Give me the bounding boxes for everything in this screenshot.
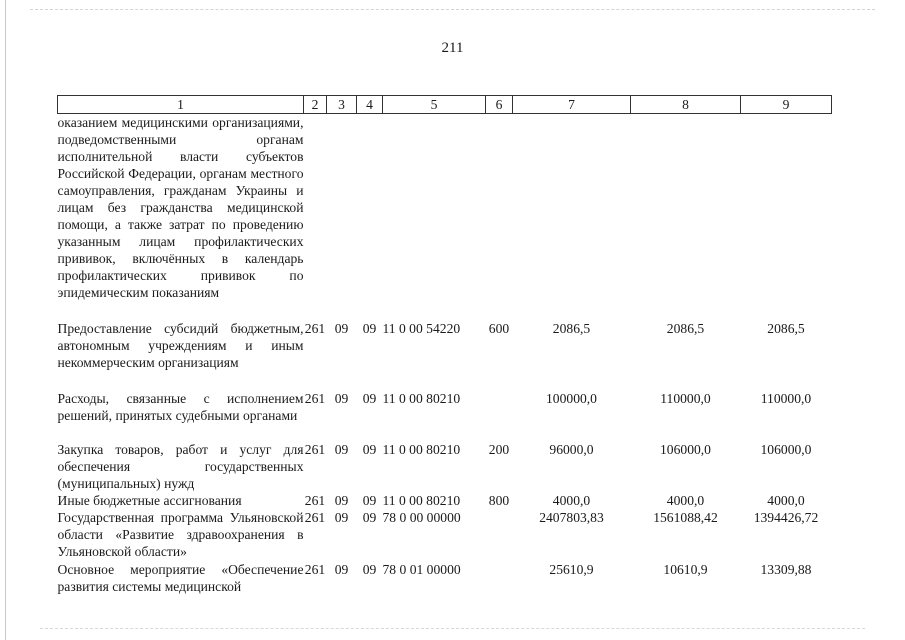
row-name: Расходы, связанные с исполнением решений, принятых судебными органами <box>57 390 304 423</box>
row-amount-year2 <box>631 114 741 320</box>
col-header-8: 8 <box>631 96 741 114</box>
row-section-code: 09 <box>334 509 349 525</box>
table-row <box>58 561 832 595</box>
row-amount-year1: 2407803,83 <box>539 509 604 525</box>
row-amount-year2: 10610,9 <box>663 561 708 577</box>
row-target-code: 78 0 00 00000 <box>382 509 461 525</box>
row-expense-type <box>486 509 513 561</box>
row-expense-type: 600 <box>488 320 510 336</box>
col-header-4: 4 <box>357 96 383 114</box>
row-target-code: 78 0 01 00000 <box>382 561 461 577</box>
row-subsection-code: 09 <box>362 441 377 457</box>
row-target-code: 11 0 00 80210 <box>382 492 461 508</box>
row-section-code: 09 <box>334 390 349 406</box>
page-number: 211 <box>441 40 464 56</box>
row-target-code: 11 0 00 80210 <box>382 390 461 406</box>
row-amount-year3 <box>741 114 832 320</box>
row-ministry-code: 261 <box>304 561 326 577</box>
row-expense-type: 200 <box>488 441 510 457</box>
table-row <box>58 509 832 561</box>
row-amount-year3: 106000,0 <box>760 441 812 457</box>
row-amount-year1: 4000,0 <box>552 492 591 508</box>
col-header-3: 3 <box>327 96 357 114</box>
row-section-code: 09 <box>334 320 349 336</box>
row-expense-type <box>486 561 513 595</box>
row-name: оказанием медицинскими организациями, подведомственными органам исполнительной власти субъектов Российской Федерации, органам местного самоуправления, гражданам Украины и лицам без гражданства медицинской помощи, а также затрат по проведению указанным лицам профилактических прививок, включённых в календарь профилактических прививок по эпидемическим показаниям <box>57 115 304 300</box>
row-name: Закупка товаров, работ и услуг для обеспечения государственных (муниципальных) нужд <box>57 441 304 491</box>
row-name: Основное мероприятие «Обеспечение развития системы медицинской <box>57 561 304 594</box>
col-header-7: 7 <box>513 96 631 114</box>
budget-table <box>57 95 832 595</box>
row-ministry-code <box>304 114 327 320</box>
row-amount-year1: 2086,5 <box>552 320 591 336</box>
row-amount-year1: 25610,9 <box>549 561 594 577</box>
row-name: Государственная программа Ульяновской области «Развитие здравоохранения в Ульяновской области» <box>57 509 304 559</box>
row-expense-type <box>486 114 513 320</box>
col-header-9: 9 <box>741 96 832 114</box>
row-amount-year2: 106000,0 <box>660 441 711 457</box>
row-target-code: 11 0 00 80210 <box>382 441 461 457</box>
table-row <box>58 390 832 441</box>
row-amount-year1 <box>513 114 631 320</box>
row-expense-type: 800 <box>488 492 510 508</box>
header-row <box>58 96 832 114</box>
col-header-6: 6 <box>486 96 513 114</box>
row-amount-year3: 2086,5 <box>767 320 805 336</box>
row-amount-year3: 110000,0 <box>760 390 812 406</box>
row-name: Предоставление субсидий бюджетным, автономным учреждениям и иным некоммерческим организациям <box>57 320 304 370</box>
row-subsection-code <box>357 114 383 320</box>
scan-top-specks <box>30 9 875 10</box>
row-section-code: 09 <box>334 492 349 508</box>
row-amount-year1: 100000,0 <box>546 390 597 406</box>
table-row <box>58 114 832 320</box>
row-target-code: 11 0 00 54220 <box>382 320 461 336</box>
row-target-code <box>383 114 486 320</box>
scan-edge-line <box>5 0 6 640</box>
row-section-code <box>327 114 357 320</box>
row-amount-year2: 4000,0 <box>666 492 705 508</box>
row-expense-type <box>486 390 513 441</box>
row-ministry-code: 261 <box>304 509 326 525</box>
row-amount-year2: 110000,0 <box>660 390 711 406</box>
row-section-code: 09 <box>334 561 349 577</box>
row-ministry-code: 261 <box>304 441 326 457</box>
row-ministry-code: 261 <box>304 390 326 406</box>
row-name: Иные бюджетные ассигнования <box>57 492 242 508</box>
row-amount-year3: 4000,0 <box>767 492 805 508</box>
row-amount-year2: 2086,5 <box>666 320 705 336</box>
col-header-5: 5 <box>383 96 486 114</box>
row-subsection-code: 09 <box>362 390 377 406</box>
row-amount-year3: 1394426,72 <box>753 509 819 525</box>
row-amount-year2: 1561088,42 <box>653 509 718 525</box>
col-header-1: 1 <box>58 96 304 114</box>
scan-bottom-specks <box>40 628 865 629</box>
row-section-code: 09 <box>334 441 349 457</box>
row-subsection-code: 09 <box>362 509 377 525</box>
row-ministry-code: 261 <box>304 492 326 508</box>
col-header-2: 2 <box>304 96 327 114</box>
table-row <box>58 320 832 390</box>
row-subsection-code: 09 <box>362 320 377 336</box>
row-subsection-code: 09 <box>362 561 377 577</box>
row-ministry-code: 261 <box>304 320 326 336</box>
row-amount-year3: 13309,88 <box>760 561 812 577</box>
row-subsection-code: 09 <box>362 492 377 508</box>
table-row <box>58 492 832 509</box>
row-amount-year1: 96000,0 <box>549 441 594 457</box>
table-row <box>58 441 832 492</box>
